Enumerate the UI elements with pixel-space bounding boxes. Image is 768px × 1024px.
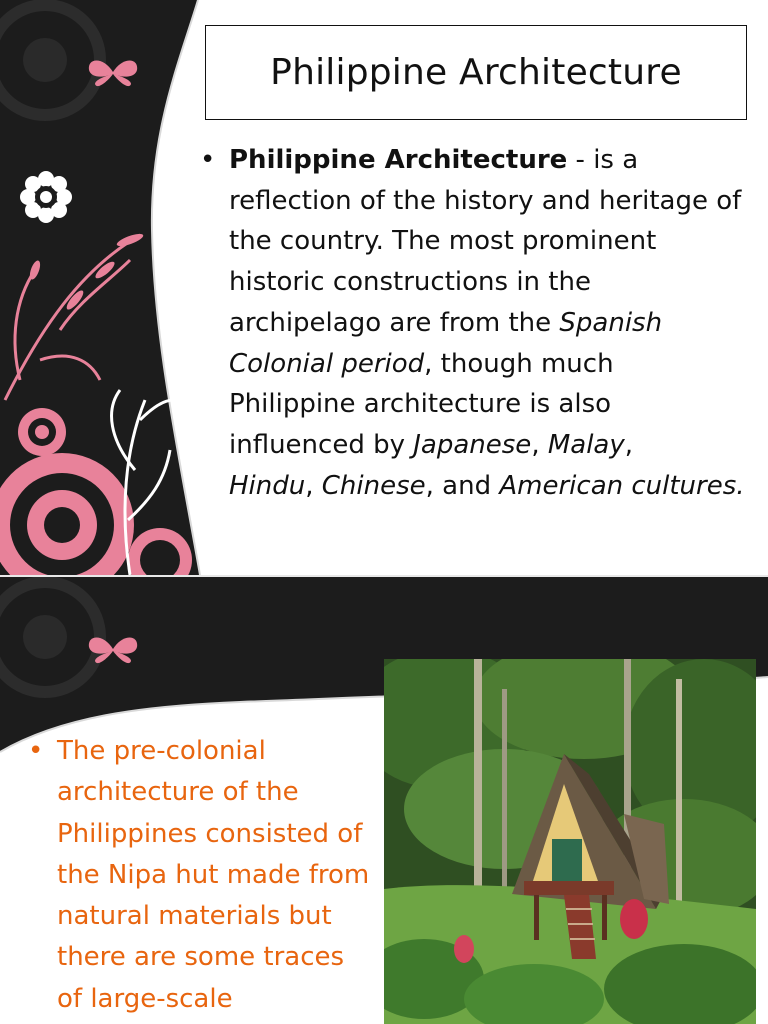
- spanish-italic: Spanish Colonial period: [229, 307, 663, 379]
- american-italic: American cultures.: [499, 470, 745, 501]
- bullet-paragraph: The pre-colonial architecture of the Philippines consisted of the Nipa hut made from natural materials but there are some traces of large-scale: [57, 736, 370, 1014]
- bullet-paragraph: [229, 140, 745, 506]
- comma-1: ,: [531, 429, 548, 460]
- comma-3: ,: [305, 470, 322, 501]
- white-flower-icon: [20, 171, 72, 223]
- bullet-marker: •: [200, 145, 216, 175]
- and-text: , and: [425, 470, 500, 501]
- slide-2: [0, 577, 768, 1024]
- term-bold: Philippine Architecture: [229, 145, 568, 175]
- nipa-hut-photo: [384, 659, 756, 1024]
- malay-italic: Malay: [547, 429, 625, 460]
- body-text-1: [200, 140, 745, 506]
- title-box: [205, 25, 747, 120]
- text-seg1: - is a reflection of the history and heritage of the country. The most prominent historic constructions in the archipelago are from the: [229, 145, 742, 338]
- hindu-italic: Hindu: [229, 470, 306, 501]
- body-text-2: [28, 731, 373, 1020]
- slide-title: Philippine Architecture: [270, 52, 682, 93]
- bullet-marker: •: [28, 736, 44, 766]
- comma-2: ,: [624, 429, 634, 460]
- japanese-italic: Japanese: [413, 429, 532, 460]
- text-seg2: , though much Philippine architecture is also influenced by: [229, 348, 614, 460]
- chinese-italic: Chinese: [321, 470, 426, 501]
